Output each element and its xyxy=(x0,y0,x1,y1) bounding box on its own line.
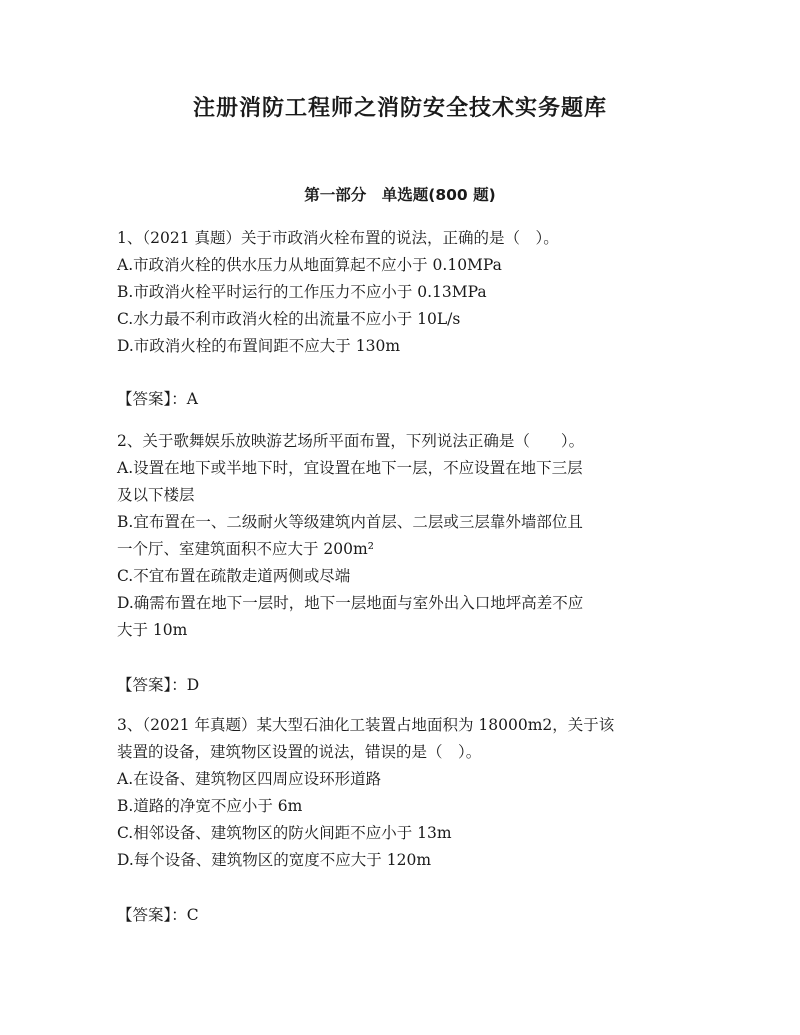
section-title: 第一部分 单选题(800 题) xyxy=(304,186,496,204)
question-2-option-d-line-2: 大于 10m xyxy=(117,621,188,639)
answer-value: A xyxy=(186,390,198,408)
question-2-stem-line-1: 2、关于歌舞娱乐放映游艺场所平面布置，下列说法正确是（ ）。 xyxy=(117,432,585,450)
question-2-option-a-line-1: A.设置在地下或半地下时，宜设置在地下一层，不应设置在地下三层 xyxy=(117,459,583,477)
question-2-answer xyxy=(117,672,687,698)
question-2-option-b-line-1: B.宜布置在一、二级耐火等级建筑内首层、二层或三层靠外墙部位且 xyxy=(117,513,583,531)
question-3-answer xyxy=(117,902,687,928)
question-1-option-b: B.市政消火栓平时运行的工作压力不应小于 0.13MPa xyxy=(117,283,487,301)
document-title: 注册消防工程师之消防安全技术实务题库 xyxy=(192,96,607,121)
question-3-option-a: A.在设备、建筑物区四周应设环形道路 xyxy=(117,770,382,788)
answer-value: C xyxy=(186,906,199,924)
question-2-option-b-line-2: 一个厅、室建筑面积不应大于 200m² xyxy=(117,540,374,558)
question-2-option-d-line-1: D.确需布置在地下一层时，地下一层地面与室外出入口地坪高差不应 xyxy=(117,594,584,612)
answer-label: 【答案】： xyxy=(117,390,187,408)
question-1-answer xyxy=(117,386,687,412)
question-1-option-d: D.市政消火栓的布置间距不应大于 130m xyxy=(117,337,401,355)
answer-label: 【答案】： xyxy=(117,676,187,694)
question-2-option-c: C.不宜布置在疏散走道两侧或尽端 xyxy=(117,567,351,585)
question-1-option-a: A.市政消火栓的供水压力从地面算起不应小于 0.10MPa xyxy=(117,256,502,274)
question-1-option-c: C.水力最不利市政消火栓的出流量不应小于 10L/s xyxy=(117,310,461,328)
question-1-stem-line-1: 1、（2021 真题）关于市政消火栓布置的说法，正确的是（ ）。 xyxy=(117,229,559,247)
question-3-option-d: D.每个设备、建筑物区的宽度不应大于 120m xyxy=(117,851,432,869)
question-3-option-c: C.相邻设备、建筑物区的防火间距不应小于 13m xyxy=(117,824,452,842)
answer-value: D xyxy=(186,676,200,694)
question-2-option-a-line-2: 及以下楼层 xyxy=(117,486,195,504)
question-3-option-b: B.道路的净宽不应小于 6m xyxy=(117,797,303,815)
answer-label: 【答案】： xyxy=(117,906,187,924)
question-3-stem-line-1: 3、（2021 年真题）某大型石油化工装置占地面积为 18000m2，关于该 xyxy=(117,716,615,734)
question-3-stem-line-2: 装置的设备，建筑物区设置的说法，错误的是（ ）。 xyxy=(117,743,482,761)
